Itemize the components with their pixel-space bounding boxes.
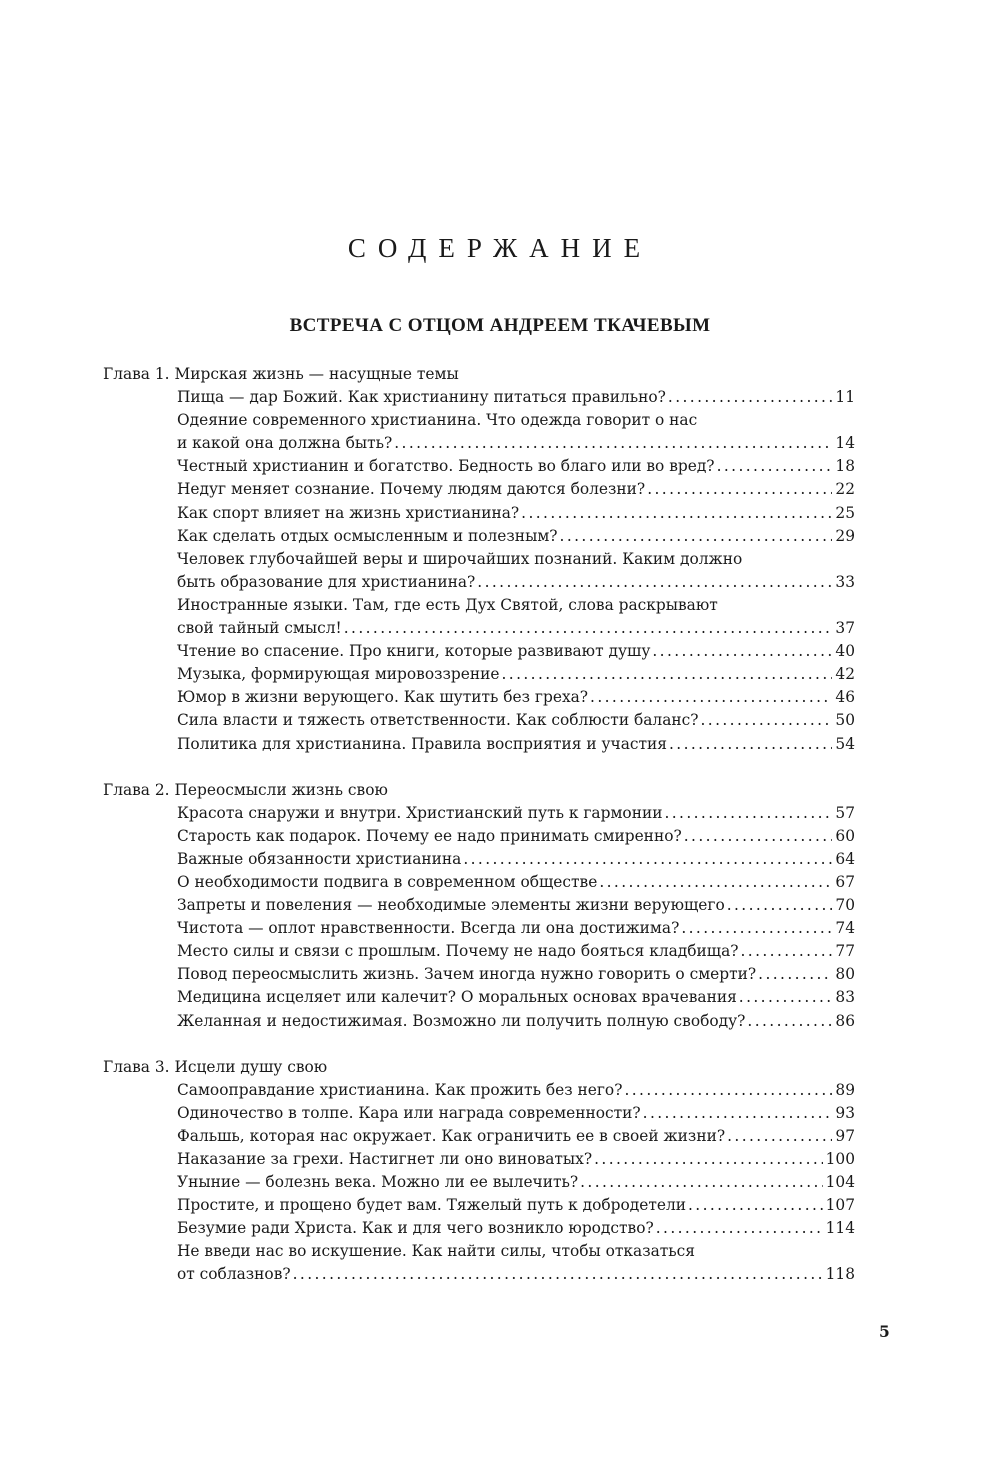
entry-title: Повод переосмыслить жизнь. Зачем иногда нужно говорить о смерти? bbox=[177, 965, 757, 984]
entry-line bbox=[177, 1194, 855, 1217]
dot-leader bbox=[652, 640, 832, 663]
dot-leader bbox=[741, 940, 833, 963]
toc-entry[interactable] bbox=[177, 917, 855, 940]
entry-title: Фальшь, которая нас окружает. Как ограничить ее в своей жизни? bbox=[177, 1126, 726, 1145]
entry-title: от соблазнов? bbox=[177, 1265, 291, 1284]
entry-title: Запреты и повеления — необходимые элементы жизни верующего bbox=[177, 896, 725, 915]
entry-line bbox=[177, 1148, 855, 1171]
dot-leader bbox=[727, 894, 833, 917]
toc-entry[interactable] bbox=[177, 802, 855, 825]
entry-title: Музыка, формирующая мировоззрение bbox=[177, 665, 500, 684]
toc-entry[interactable] bbox=[177, 1217, 855, 1240]
chapter-entries bbox=[177, 386, 855, 756]
chapter-title: Глава 2. Переосмысли жизнь свою bbox=[103, 780, 388, 799]
toc-entry[interactable] bbox=[177, 455, 855, 478]
chapter-3 bbox=[103, 1056, 855, 1287]
entry-title: Сила власти и тяжесть ответственности. Как соблюсти баланс? bbox=[177, 711, 699, 730]
dot-leader bbox=[717, 455, 833, 478]
dot-leader bbox=[590, 686, 832, 709]
entry-line bbox=[177, 848, 855, 871]
entry-page-number: 70 bbox=[835, 896, 855, 915]
toc-entry[interactable] bbox=[177, 709, 855, 732]
entry-page-number: 29 bbox=[835, 526, 855, 545]
dot-leader bbox=[669, 733, 832, 756]
page-number: 5 bbox=[879, 1322, 890, 1341]
entry-title: свой тайный смысл! bbox=[177, 619, 342, 638]
entry-page-number: 89 bbox=[835, 1080, 855, 1099]
entry-line bbox=[177, 986, 855, 1009]
dot-leader bbox=[668, 386, 832, 409]
entry-title: Честный христианин и богатство. Бедность во благо или во вред? bbox=[177, 457, 715, 476]
chapter-1 bbox=[103, 363, 855, 756]
toc-entry[interactable] bbox=[177, 525, 855, 548]
entry-page-number: 83 bbox=[835, 988, 855, 1007]
entry-page-number: 25 bbox=[835, 503, 855, 522]
entry-page-number: 77 bbox=[835, 942, 855, 961]
dot-leader bbox=[643, 1102, 833, 1125]
dot-leader bbox=[560, 525, 833, 548]
toc-entry[interactable] bbox=[177, 986, 855, 1009]
entry-page-number: 118 bbox=[825, 1265, 855, 1284]
dot-leader bbox=[701, 709, 833, 732]
toc-entry[interactable] bbox=[177, 825, 855, 848]
entry-page-number: 114 bbox=[825, 1219, 855, 1238]
entry-page-number: 37 bbox=[835, 619, 855, 638]
entry-page-number: 93 bbox=[835, 1103, 855, 1122]
entry-page-number: 57 bbox=[835, 803, 855, 822]
entry-title: Недуг меняет сознание. Почему людям даются болезни? bbox=[177, 480, 646, 499]
entry-line bbox=[177, 940, 855, 963]
entry-line bbox=[177, 1263, 855, 1286]
entry-page-number: 86 bbox=[835, 1011, 855, 1030]
entry-line bbox=[177, 663, 855, 686]
entry-line bbox=[177, 1079, 855, 1102]
entry-line bbox=[177, 478, 855, 501]
dot-leader bbox=[684, 825, 833, 848]
entry-title: Как сделать отдых осмысленным и полезным? bbox=[177, 526, 558, 545]
entry-line bbox=[177, 709, 855, 732]
entry-line bbox=[177, 617, 855, 640]
entry-title: Политика для христианина. Правила восприятия и участия bbox=[177, 734, 668, 753]
toc-entry[interactable] bbox=[177, 871, 855, 894]
entry-page-number: 40 bbox=[835, 642, 855, 661]
entry-title: Наказание за грехи. Настигнет ли оно виноватых? bbox=[177, 1150, 593, 1168]
entry-title-line: Не введи нас во искушение. Как найти силы, чтобы отказаться bbox=[177, 1242, 696, 1261]
toc-entry[interactable] bbox=[177, 894, 855, 917]
dot-leader bbox=[656, 1217, 823, 1240]
entry-page-number: 33 bbox=[835, 572, 855, 591]
entry-title: О необходимости подвига в современном обществе bbox=[177, 872, 598, 891]
dot-leader bbox=[624, 1079, 832, 1102]
entry-line bbox=[177, 917, 855, 940]
toc-entry[interactable] bbox=[177, 478, 855, 501]
entry-title: Безумие ради Христа. Как и для чего возникло юродство? bbox=[177, 1219, 654, 1238]
entry-title: Чистота — оплот нравственности. Всегда ли она достижима? bbox=[177, 919, 680, 938]
entry-line bbox=[177, 386, 855, 409]
entry-page-number: 97 bbox=[835, 1126, 855, 1145]
entry-page-number: 74 bbox=[835, 919, 855, 938]
entry-title: и какой она должна быть? bbox=[177, 434, 393, 453]
toc-entry[interactable] bbox=[177, 848, 855, 871]
entry-line bbox=[177, 455, 855, 478]
entry-title-line: Иностранные языки. Там, где есть Дух Святой, слова раскрывают bbox=[177, 595, 718, 614]
toc-entry[interactable] bbox=[177, 1125, 855, 1148]
dot-leader bbox=[293, 1263, 823, 1286]
chapter-2 bbox=[103, 779, 855, 1033]
entry-page-number: 11 bbox=[835, 388, 855, 407]
entry-page-number: 22 bbox=[835, 480, 855, 499]
entry-page-number: 18 bbox=[835, 457, 855, 476]
entry-page-number: 42 bbox=[835, 665, 855, 684]
dot-leader bbox=[521, 502, 832, 525]
toc-entry[interactable] bbox=[177, 963, 855, 986]
entry-page-number: 80 bbox=[835, 965, 855, 984]
dot-leader bbox=[747, 1010, 832, 1033]
dot-leader bbox=[594, 1148, 823, 1171]
toc-entry[interactable] bbox=[177, 686, 855, 709]
entry-line bbox=[177, 1125, 855, 1148]
entry-line bbox=[177, 871, 855, 894]
section-heading: ВСТРЕЧА С ОТЦОМ АНДРЕЕМ ТКАЧЕВЫМ bbox=[289, 315, 711, 336]
entry-title-line: Одеяние современного христианина. Что одежда говорит о нас bbox=[177, 411, 698, 430]
entry-line bbox=[177, 802, 855, 825]
dot-leader bbox=[681, 917, 832, 940]
dot-leader bbox=[580, 1171, 822, 1194]
entry-title: быть образование для христианина? bbox=[177, 572, 476, 591]
entry-title: Пища — дар Божий. Как христианину питаться правильно? bbox=[177, 388, 666, 407]
entry-title: Простите, и прощено будет вам. Тяжелый путь к добродетели bbox=[177, 1196, 687, 1215]
toc-entry[interactable] bbox=[177, 594, 855, 640]
page-title: СОДЕРЖАНИЕ bbox=[347, 233, 653, 263]
toc-entry[interactable] bbox=[177, 1240, 855, 1286]
entry-title: Одиночество в толпе. Кара или награда современности? bbox=[177, 1103, 641, 1122]
entry-page-number: 50 bbox=[835, 711, 855, 730]
chapter-entries bbox=[177, 1079, 855, 1287]
entry-line bbox=[177, 894, 855, 917]
entry-title: Важные обязанности христианина bbox=[177, 849, 462, 868]
entry-page-number: 14 bbox=[835, 434, 855, 453]
entry-title: Медицина исцеляет или калечит? О моральных основах врачевания bbox=[177, 988, 737, 1007]
dot-leader bbox=[599, 871, 832, 894]
toc-entry[interactable] bbox=[177, 502, 855, 525]
toc-entry[interactable] bbox=[177, 1194, 855, 1217]
dot-leader bbox=[727, 1125, 832, 1148]
entry-line bbox=[177, 825, 855, 848]
chapter-title: Глава 1. Мирская жизнь — насущные темы bbox=[103, 365, 459, 383]
entry-line bbox=[177, 686, 855, 709]
entry-line bbox=[177, 640, 855, 663]
entry-title: Самооправдание христианина. Как прожить без него? bbox=[177, 1080, 623, 1099]
dot-leader bbox=[664, 802, 832, 825]
dot-leader bbox=[739, 986, 833, 1009]
dot-leader bbox=[501, 663, 832, 686]
entry-page-number: 64 bbox=[835, 849, 855, 868]
entry-page-number: 100 bbox=[825, 1150, 855, 1168]
entry-title: Желанная и недостижимая. Возможно ли получить полную свободу? bbox=[177, 1011, 746, 1030]
dot-leader bbox=[463, 848, 832, 871]
entry-page-number: 60 bbox=[835, 826, 855, 845]
entry-line bbox=[177, 1010, 855, 1033]
toc-entry[interactable] bbox=[177, 386, 855, 409]
entry-line bbox=[177, 571, 855, 594]
dot-leader bbox=[647, 478, 832, 501]
toc-entry[interactable] bbox=[177, 1171, 855, 1194]
entry-title-line: Человек глубочайшей веры и широчайших познаний. Каким должно bbox=[177, 549, 743, 568]
entry-line bbox=[177, 432, 855, 455]
toc-entry[interactable] bbox=[177, 940, 855, 963]
entry-title: Юмор в жизни верующего. Как шутить без греха? bbox=[177, 688, 589, 707]
entry-page-number: 67 bbox=[835, 872, 855, 891]
entry-title: Место силы и связи с прошлым. Почему не надо бояться кладбища? bbox=[177, 942, 739, 961]
entry-page-number: 46 bbox=[835, 688, 855, 707]
toc-entry[interactable] bbox=[177, 1079, 855, 1102]
dot-leader bbox=[394, 432, 832, 455]
toc-entry[interactable] bbox=[177, 640, 855, 663]
entry-line bbox=[177, 502, 855, 525]
dot-leader bbox=[344, 617, 833, 640]
toc-entry[interactable] bbox=[177, 548, 855, 594]
chapter-entries bbox=[177, 802, 855, 1033]
toc-entry[interactable] bbox=[177, 1148, 855, 1171]
entry-page-number: 107 bbox=[825, 1196, 855, 1215]
toc-entry[interactable] bbox=[177, 1102, 855, 1125]
entry-line bbox=[177, 1102, 855, 1125]
entry-title: Красота снаружи и внутри. Христианский путь к гармонии bbox=[177, 803, 663, 822]
toc-entry[interactable] bbox=[177, 733, 855, 756]
entry-line bbox=[177, 963, 855, 986]
entry-page-number: 54 bbox=[835, 734, 855, 753]
chapter-title: Глава 3. Исцели душу свою bbox=[103, 1057, 328, 1076]
dot-leader bbox=[688, 1194, 823, 1217]
entry-title: Уныние — болезнь века. Можно ли ее вылечить? bbox=[177, 1173, 579, 1192]
table-of-contents bbox=[103, 363, 855, 1310]
entry-page-number: 104 bbox=[825, 1173, 855, 1192]
toc-entry[interactable] bbox=[177, 1010, 855, 1033]
dot-leader bbox=[758, 963, 832, 986]
toc-entry[interactable] bbox=[177, 663, 855, 686]
toc-entry[interactable] bbox=[177, 409, 855, 455]
entry-line bbox=[177, 1217, 855, 1240]
entry-line bbox=[177, 525, 855, 548]
entry-title: Как спорт влияет на жизнь христианина? bbox=[177, 503, 520, 522]
entry-title: Чтение во спасение. Про книги, которые развивают душу bbox=[177, 642, 651, 661]
entry-line bbox=[177, 733, 855, 756]
dot-leader bbox=[477, 571, 832, 594]
entry-line bbox=[177, 1171, 855, 1194]
entry-title: Старость как подарок. Почему ее надо принимать смиренно? bbox=[177, 826, 682, 845]
